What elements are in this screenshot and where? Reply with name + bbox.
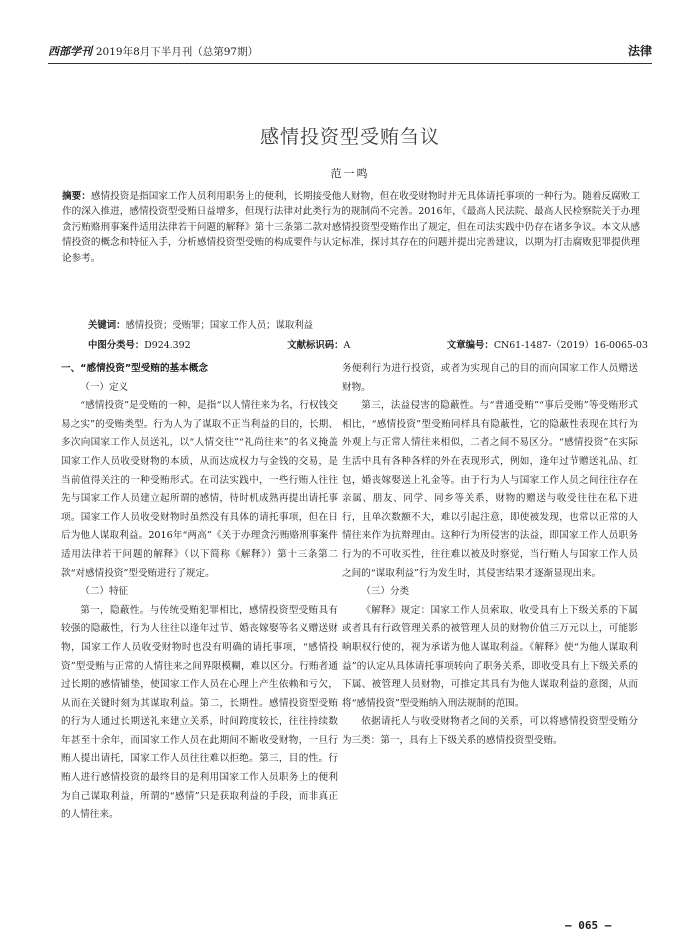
article-title: 感情投资型受贿刍议 [259, 126, 440, 148]
subsection-heading: （二）特征 [80, 586, 129, 598]
abstract-text: 感情投资是指国家工作人员利用职务上的便利，长期接受他人财物，但在收受财物时并无具体请托事项的一种行为。随着反腐败工作的深入推进，感情投资型受贿日益增多，但现行法律对此类行为的规制尚不完善。2016年，《最高人民法院、最高人民检察院关于办理贪污贿赂刑事案件适用法律若干问题的解释》第十三条第二款对感情投资型受贿作出了规定，但在司法实践中仍存在诸多争议。本文从感情投资的概念和特征入手，分析感情投资型受贿的构成要件与认定标准，探讨其存在的问题并提出完善建议，以期为打击腐败犯罪提供理论参考。 [62, 191, 641, 264]
right-column [342, 360, 638, 750]
classification-line [88, 337, 648, 351]
subsection-heading: （一）定义 [80, 381, 129, 393]
keywords-text: 感情投资；受贿罪；国家工作人员；谋取利益 [125, 320, 314, 331]
body-paragraph: 《解释》规定：国家工作人员索取、收受具有上下级关系的下属或者具有行政管理关系的被管理人员的财物价值三万元以上，可能影响职权行使的，视为承诺为他人谋取利益。《解释》使“为他人谋取利益”的认定从具体请托事项转向了职务关系，即收受具有上下级关系的下属、被管理人员财物，可推定其具有为他人谋取利益的意图，从而将“感情投资”型受贿纳入刑法规制的范围。 [342, 604, 638, 709]
clc-value: D924.392 [144, 340, 191, 351]
doc-code-field [287, 337, 350, 351]
article-author: 范一鸣 [330, 167, 370, 180]
keywords-label: 关键词： [88, 320, 126, 331]
journal-issue-info: 2019年8月下半月刊（总第97期） [95, 46, 259, 58]
article-no-label: 文章编号： [446, 340, 494, 351]
section-heading: 一、“感情投资”型受贿的基本概念 [61, 363, 208, 374]
journal-name: 西部学刊 [48, 45, 92, 58]
doc-code-label: 文献标识码： [287, 340, 344, 351]
doc-code-value: A [343, 340, 351, 351]
abstract-label: 摘要： [62, 191, 91, 202]
subsection-heading: （三）分类 [361, 586, 410, 598]
page-header [48, 14, 652, 64]
body-paragraph: 第一，隐蔽性。与传统受贿犯罪相比，感情投资型受贿具有较强的隐蔽性，行为人往往以逢年过节、婚丧嫁娶等名义赠送财物，国家工作人员收受财物时也没有明确的请托事项，“感情投资”型受贿与正常的人情往来之间界限模糊，难以区分。行贿者通过长期的感情铺垫，使国家工作人员在心理上产生依赖和亏欠，从而在关键时刻为其谋取利益。第二，长期性。感情投资型受贿的行为人通过长期送礼来建立关系，时间跨度较长，往往持续数年甚至十余年，而国家工作人员在此期间不断收受财物，一旦行贿人提出请托，国家工作人员往往难以拒绝。第三，目的性。行贿人进行感情投资的最终目的是利用国家工作人员职务上的便利为自己谋取利益，所谓的“感情”只是获取利益的手段，而非真正的人情往来。 [61, 604, 338, 821]
body-paragraph: 依据请托人与收受财物者之间的关系，可以将感情投资型受贿分为三类：第一，具有上下级关系的感情投资型受贿。 [342, 716, 638, 746]
section-tag: 法律 [627, 44, 652, 58]
article-no-value: CN61-1487-（2019）16-0065-03 [493, 340, 648, 351]
keywords [88, 317, 648, 331]
body-paragraph-continued: 务便利行为进行投资，或者为实现自己的目的而向国家工作人员赠送财物。 [342, 363, 638, 393]
body-paragraph: 第三，法益侵害的隐蔽性。与“普通受贿”“事后受贿”等受贿形式相比，“感情投资”型受贿同样具有隐蔽性，它的隐蔽性表现在其行为外观上与正常人情往来相似，二者之间不易区分。“感情投资”在实际生活中具有各种各样的外在表现形式，例如，逢年过节赠送礼品、红包，婚丧嫁娶送上礼金等。由于行为人与国家工作人员之间往往存在亲属、朋友、同学、同乡等关系，财物的赠送与收受往往在私下进行，且单次数额不大，难以引起注意，即使被发现，也常以正常的人情往来作为抗辩理由。这种行为所侵害的法益，即国家工作人员职务行为的不可收买性，往往难以被及时察觉，当行贿人与国家工作人员之间的“谋取利益”行为发生时，其侵害结果才逐渐显现出来。 [342, 400, 638, 579]
abstract [62, 189, 640, 266]
journal-line [48, 43, 258, 59]
clc-label: 中图分类号： [88, 340, 145, 351]
article-no-field [447, 337, 648, 351]
clc-field [88, 337, 191, 351]
page-number: — 065 — [565, 919, 612, 932]
body-paragraph: “感情投资”是受贿的一种，是指“以人情往来为名，行权钱交易之实”的受贿类型。行为人为了谋取不正当利益的目的，长期、多次向国家工作人员送礼，以“人情交往”“礼尚往来”的名义掩盖国家工作人员收受财物的本质，从而达成权力与金钱的交易，是当前值得关注的一种受贿形式。在司法实践中，一些行贿人往往先与国家工作人员建立起所谓的感情，待时机成熟再提出请托事项。国家工作人员收受财物时虽然没有具体的请托事项，但在日后为他人谋取利益。2016年“两高”《关于办理贪污贿赂刑事案件适用法律若干问题的解释》（以下简称《解释》）第十三条第二款“对感情投资”型受贿进行了规定。 [61, 400, 338, 579]
left-column [61, 360, 338, 825]
